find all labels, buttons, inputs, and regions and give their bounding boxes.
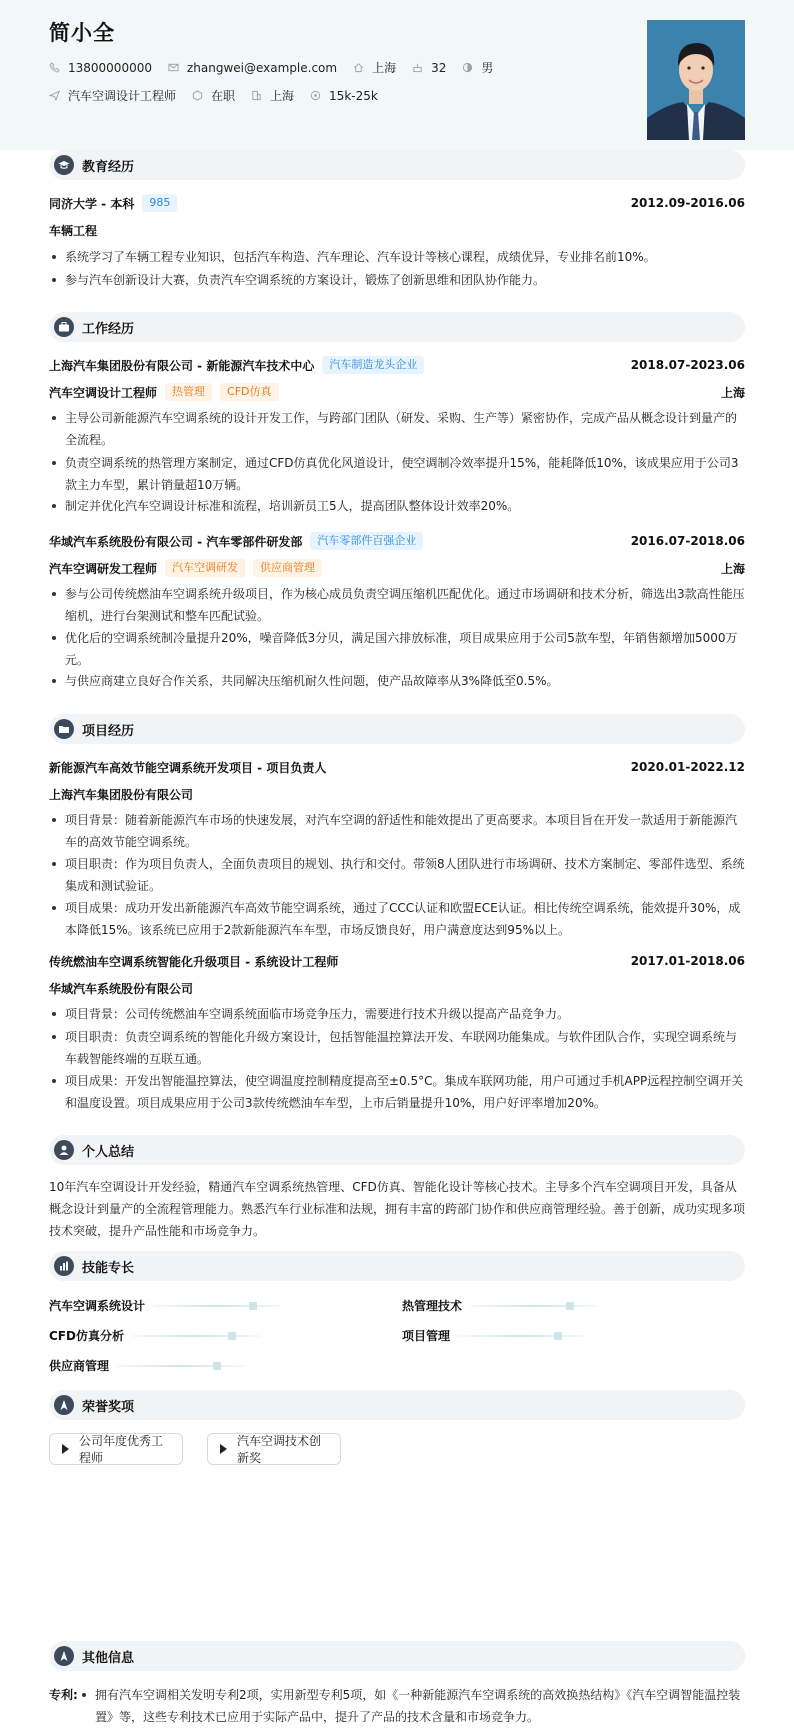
skill-item <box>402 1327 586 1344</box>
list-item: 参与公司传统燃油车空调系统升级项目，作为核心成员负责空调压缩机匹配优化。通过市场调研和技术分析，筛选出3款高性能压缩机，进行台架测试和整车匹配试验。 <box>49 583 745 627</box>
play-icon <box>220 1444 227 1454</box>
section-projects <box>49 714 745 744</box>
skill-level-bar <box>117 1361 245 1371</box>
list-item: 负责空调系统的热管理方案制定，通过CFD仿真优化风道设计，使空调制冷效率提升15%，能耗降低10%，该成果应用于公司3款主力车型，累计销量超10万辆。 <box>49 452 745 496</box>
folder-icon <box>54 719 74 739</box>
list-item: 项目背景：随着新能源汽车市场的快速发展，对汽车空调的舒适性和能效提出了更高要求。本项目旨在开发一款适用于新能源汽车的高效节能空调系统。 <box>49 809 745 853</box>
award-icon <box>54 1395 74 1415</box>
skill-level-bar <box>470 1301 598 1311</box>
email-item <box>168 61 337 75</box>
section-title: 技能专长 <box>82 1260 135 1276</box>
contact-row <box>49 59 509 76</box>
award-label: 公司年度优秀工程师 <box>79 1434 164 1465</box>
job-title: 汽车空调设计工程师 <box>49 385 158 400</box>
status-item <box>192 87 235 104</box>
salary-text: 15k-25k <box>329 88 378 103</box>
other-text: 拥有汽车空调相关发明专利2项，实用新型专利5项，如《一种新能源汽车空调系统的高效换热结构》《汽车空调智能温控装置》等，这些专利技术已应用于实际产品中，提升了产品的技术含量和市场竞争力。 <box>79 1684 745 1728</box>
other-info <box>49 1684 745 1728</box>
company-tag: 汽车零部件百强企业 <box>310 532 423 550</box>
section-work <box>49 312 745 342</box>
phone-item <box>49 61 152 75</box>
project-date: 2020.01-2022.12 <box>630 760 745 774</box>
award-label: 汽车空调技术创新奖 <box>237 1434 322 1465</box>
skill-name: 汽车空调系统设计 <box>49 1299 146 1313</box>
list-item: 制定并优化汽车空调设计标准和流程，培训新员工5人，提高团队整体设计效率20%。 <box>49 495 745 517</box>
candidate-name: 简小全 <box>49 21 115 45</box>
section-other <box>49 1641 745 1671</box>
gender-text: 男 <box>481 61 494 75</box>
status-text: 在职 <box>211 89 236 103</box>
project-org: 华域汽车系统股份有限公司 <box>49 981 194 996</box>
section-title: 教育经历 <box>82 159 135 175</box>
work-date: 2016.07-2018.06 <box>630 534 745 548</box>
section-title: 项目经历 <box>82 723 135 739</box>
work-title-row <box>49 559 745 577</box>
education-row <box>49 194 745 212</box>
list-item: 项目职责：负责空调系统的智能化升级方案设计，包括智能温控算法开发、车联网功能集成。与软件团队合作，实现空调系统与车载智能终端的互联互通。 <box>49 1026 745 1070</box>
list-item: 项目成果：成功开发出新能源汽车高效节能空调系统，通过了CCC认证和欧盟ECE认证。相比传统空调系统，能效提升30%，成本降低15%。该系统已应用于2款新能源汽车车型，市场反馈良好，用户满意度达到95%以上。 <box>49 897 745 941</box>
location-text: 上海 <box>372 61 397 75</box>
work-city: 上海 <box>720 385 745 400</box>
gender-item <box>462 59 493 76</box>
send-icon <box>49 90 60 101</box>
cake-icon <box>412 62 423 73</box>
award-item <box>49 1433 183 1465</box>
phone-text: 13800000000 <box>68 60 152 75</box>
section-title: 工作经历 <box>82 321 135 337</box>
education-date: 2012.09-2016.06 <box>630 196 745 210</box>
skill-name: 项目管理 <box>402 1329 451 1343</box>
skill-level-bar <box>458 1331 586 1341</box>
project-row <box>49 952 745 970</box>
city-item <box>251 87 294 104</box>
work-company-row <box>49 356 745 374</box>
project-row <box>49 758 745 776</box>
resume-header <box>0 0 794 150</box>
skill-tag: 汽车空调研发 <box>165 559 245 577</box>
bar-chart-icon <box>54 1256 74 1276</box>
gender-icon <box>462 62 473 73</box>
skill-item <box>402 1297 598 1314</box>
school-name: 同济大学 - 本科 <box>49 196 135 211</box>
skill-level-bar <box>153 1301 281 1311</box>
work-title-row <box>49 383 745 401</box>
coin-icon <box>310 90 321 101</box>
major-row <box>49 221 745 239</box>
section-awards <box>49 1390 745 1420</box>
other-label: 专利: <box>49 1688 78 1702</box>
play-icon <box>62 1444 69 1454</box>
major-name: 车辆工程 <box>49 223 98 238</box>
building-icon <box>251 90 262 101</box>
city-text: 上海 <box>270 89 295 103</box>
list-item: 主导公司新能源汽车空调系统的设计开发工作，与跨部门团队（研发、采购、生产等）紧密协作，完成产品从概念设计到量产的全流程。 <box>49 407 745 451</box>
skill-name: CFD仿真分析 <box>49 1329 124 1343</box>
list-item: 项目背景：公司传统燃油车空调系统面临市场竞争压力，需要进行技术升级以提高产品竞争力。 <box>49 1003 745 1025</box>
project-name: 新能源汽车高效节能空调系统开发项目 - 项目负责人 <box>49 760 327 775</box>
award-item <box>207 1433 341 1465</box>
list-item: 项目职责：作为项目负责人，全面负责项目的规划、执行和交付。带领8人团队进行市场调研、技术方案制定、零部件选型、系统集成和测试验证。 <box>49 853 745 897</box>
skill-level-bar <box>132 1331 260 1341</box>
list-item: 系统学习了车辆工程专业知识，包括汽车构造、汽车理论、汽车设计等核心课程，成绩优异，专业排名前10%。 <box>49 246 745 268</box>
section-title: 荣誉奖项 <box>82 1399 135 1415</box>
location-item <box>353 59 396 76</box>
section-title: 其他信息 <box>82 1650 135 1666</box>
list-item: 优化后的空调系统制冷量提升20%，噪音降低3分贝，满足国六排放标准，项目成果应用于公司5款车型，年销售额增加5000万元。 <box>49 627 745 671</box>
project-name: 传统燃油车空调系统智能化升级项目 - 系统设计工程师 <box>49 954 339 969</box>
school-tag: 985 <box>142 194 177 212</box>
summary-text: 10年汽车空调设计开发经验，精通汽车空调系统热管理、CFD仿真、智能化设计等核心技术。主导多个汽车空调项目开发，具备从概念设计到量产的全流程管理能力。熟悉汽车行业标准和法规，拥有丰富的跨部门协作和供应商管理经验。善于创新，成功实现多项技术突破，提升产品性能和市场竞争力。 <box>49 1180 746 1238</box>
project-org: 上海汽车集团股份有限公司 <box>49 787 194 802</box>
salary-item <box>310 89 378 103</box>
company-name: 华域汽车系统股份有限公司 - 汽车零部件研发部 <box>49 534 303 549</box>
job-intent-row <box>49 87 394 104</box>
work-city: 上海 <box>720 561 745 576</box>
mail-icon <box>168 62 179 73</box>
list-item: 项目成果：开发出智能温控算法，使空调温度控制精度提高至±0.5°C。集成车联网功能，用户可通过手机APP远程控制空调开关和温度设置。项目成果应用于公司3款传统燃油车车型，上市后销量提升10%，用户好评率增加20%。 <box>49 1070 745 1114</box>
section-skills <box>49 1251 745 1281</box>
project-org-row <box>49 785 745 803</box>
job-title: 汽车空调研发工程师 <box>49 561 158 576</box>
skill-item <box>49 1327 260 1344</box>
skill-item <box>49 1297 281 1314</box>
user-icon <box>54 1140 74 1160</box>
list-item: 参与汽车创新设计大赛，负责汽车空调系统的方案设计，锻炼了创新思维和团队协作能力。 <box>49 269 745 291</box>
age-text: 32 <box>431 60 447 75</box>
section-education <box>49 150 745 180</box>
skill-name: 供应商管理 <box>49 1359 110 1373</box>
project-date: 2017.01-2018.06 <box>630 954 745 968</box>
work-company-row <box>49 532 745 550</box>
project-org-row <box>49 979 745 997</box>
email-text: zhangwei@example.com <box>186 60 338 75</box>
graduation-cap-icon <box>54 155 74 175</box>
skill-name: 热管理技术 <box>402 1299 463 1313</box>
work-date: 2018.07-2023.06 <box>630 358 745 372</box>
home-icon <box>353 62 364 73</box>
list-item: 与供应商建立良好合作关系，共同解决压缩机耐久性问题，使产品故障率从3%降低至0.5%。 <box>49 670 745 692</box>
profile-photo <box>647 20 745 140</box>
age-item <box>412 61 446 75</box>
skill-item <box>49 1357 245 1374</box>
company-tag: 汽车制造龙头企业 <box>322 356 424 374</box>
phone-icon <box>49 62 60 73</box>
company-name: 上海汽车集团股份有限公司 - 新能源汽车技术中心 <box>49 358 315 373</box>
skill-tag: 热管理 <box>165 383 212 401</box>
position-item <box>49 87 176 104</box>
section-summary <box>49 1135 745 1165</box>
section-title: 个人总结 <box>82 1144 135 1160</box>
award-icon <box>54 1646 74 1666</box>
hexagon-icon <box>192 90 203 101</box>
skill-tag: CFD仿真 <box>220 383 278 401</box>
briefcase-icon <box>54 317 74 337</box>
position-text: 汽车空调设计工程师 <box>68 89 177 103</box>
skill-tag: 供应商管理 <box>253 559 322 577</box>
